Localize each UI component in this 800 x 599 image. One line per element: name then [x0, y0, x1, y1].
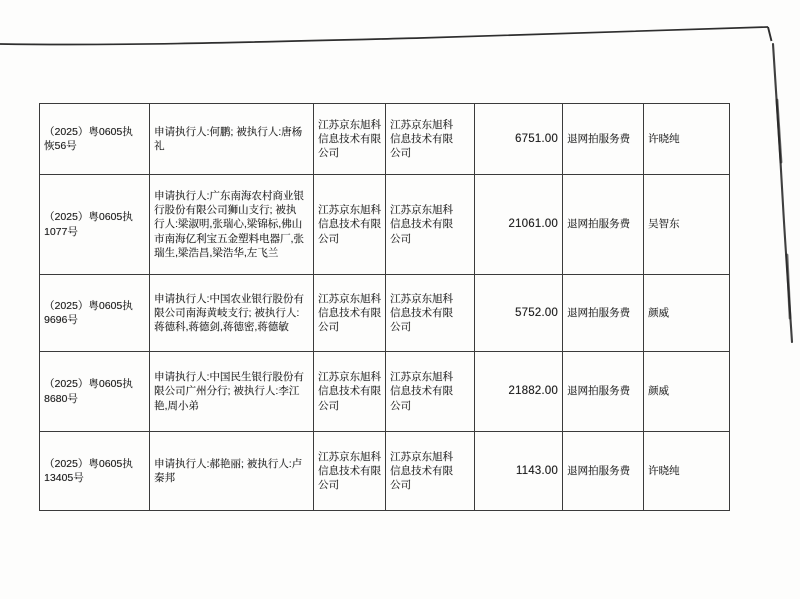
company-cell-2	[386, 104, 475, 175]
parties-cell	[150, 432, 314, 511]
paper-top-edge-line	[0, 27, 768, 45]
company-cell	[314, 275, 386, 352]
parties-cell	[150, 275, 314, 352]
paper-right-edge-dark-streak	[777, 100, 781, 162]
company-cell	[314, 352, 386, 432]
company-cell-2	[386, 352, 475, 432]
amount-cell	[475, 275, 563, 352]
company-cell	[314, 104, 386, 175]
company-text: 江苏京东旭科信息技术有限公司	[390, 371, 453, 412]
company-text: 江苏京东旭科信息技术有限公司	[318, 292, 381, 334]
table-row	[40, 352, 730, 432]
company-text: 江苏京东旭科信息技术有限公司	[390, 292, 453, 334]
case-number-cell	[40, 275, 150, 352]
amount-cell	[475, 175, 563, 275]
company-cell-2	[386, 175, 475, 275]
handler-cell: 颜威	[644, 352, 730, 432]
company-cell-2	[386, 432, 475, 511]
amount-value: 1143.00	[515, 464, 558, 477]
paper-right-edge-line	[773, 44, 792, 342]
case-number-text: （2025）粤0605执恢56号	[44, 125, 133, 152]
case-number-cell	[40, 352, 150, 432]
company-text: 江苏京东旭科信息技术有限公司	[318, 118, 381, 160]
handler-cell: 许晓纯	[644, 104, 730, 175]
case-number-cell	[40, 104, 150, 175]
handler-cell: 颜威	[644, 275, 730, 352]
parties-text: 申请执行人:中国农业银行股份有限公司南海黄岐支行; 被执行人:蒋德科,蒋德剑,蒋德密,蒋德敏	[154, 292, 304, 334]
table-row	[40, 275, 730, 352]
parties-text: 申请执行人:广东南海农村商业银行股份有限公司狮山支行; 被执行人:梁淑明,张瑞心,梁锦标,佛山市南海亿利宝五金塑料电器厂,张瑞生,梁浩昌,梁浩华,左飞兰	[154, 189, 304, 259]
company-text: 江苏京东旭科信息技术有限公司	[318, 204, 381, 245]
table-row	[40, 104, 730, 175]
fee-type-cell: 退网拍服务费	[563, 104, 644, 175]
paper-corner-fold	[768, 27, 772, 41]
table-row	[40, 432, 730, 511]
handler-cell: 吴智东	[644, 175, 730, 275]
company-text: 江苏京东旭科信息技术有限公司	[390, 118, 453, 160]
case-number-text: （2025）粤0605执13405号	[44, 457, 133, 484]
fee-type-cell: 退网拍服务费	[563, 175, 644, 275]
company-text: 江苏京东旭科信息技术有限公司	[318, 450, 381, 492]
parties-text: 申请执行人:何鹏; 被执行人:唐杨礼	[154, 125, 303, 152]
parties-text: 申请执行人:郝艳丽; 被执行人:卢秦邦	[154, 457, 303, 484]
case-number-cell	[40, 432, 150, 511]
amount-value: 21061.00	[508, 218, 558, 231]
fee-table	[39, 103, 730, 511]
amount-cell	[475, 104, 563, 175]
parties-cell	[150, 175, 314, 275]
company-cell	[314, 432, 386, 511]
company-text: 江苏京东旭科信息技术有限公司	[390, 450, 453, 492]
amount-value: 21882.00	[508, 385, 558, 398]
fee-type-cell: 退网拍服务费	[563, 432, 644, 511]
fee-type-cell: 退网拍服务费	[563, 352, 644, 432]
case-number-text: （2025）粤0605执9696号	[44, 299, 133, 326]
amount-value: 5752.00	[515, 306, 558, 319]
case-number-cell	[40, 175, 150, 275]
case-number-text: （2025）粤0605执1077号	[44, 211, 133, 238]
company-cell	[314, 175, 386, 275]
parties-text: 申请执行人:中国民生银行股份有限公司广州分行; 被执行人:李江艳,周小弟	[154, 371, 304, 412]
case-number-text: （2025）粤0605执8680号	[44, 378, 133, 405]
amount-cell	[475, 432, 563, 511]
company-cell-2	[386, 275, 475, 352]
handler-cell: 许晓纯	[644, 432, 730, 511]
amount-value: 6751.00	[515, 132, 558, 145]
parties-cell	[150, 352, 314, 432]
table-row	[40, 175, 730, 275]
parties-cell	[150, 104, 314, 175]
paper-right-edge-dark-streak	[787, 255, 790, 318]
fee-type-cell: 退网拍服务费	[563, 275, 644, 352]
company-text: 江苏京东旭科信息技术有限公司	[390, 204, 453, 245]
company-text: 江苏京东旭科信息技术有限公司	[318, 371, 381, 412]
amount-cell	[475, 352, 563, 432]
